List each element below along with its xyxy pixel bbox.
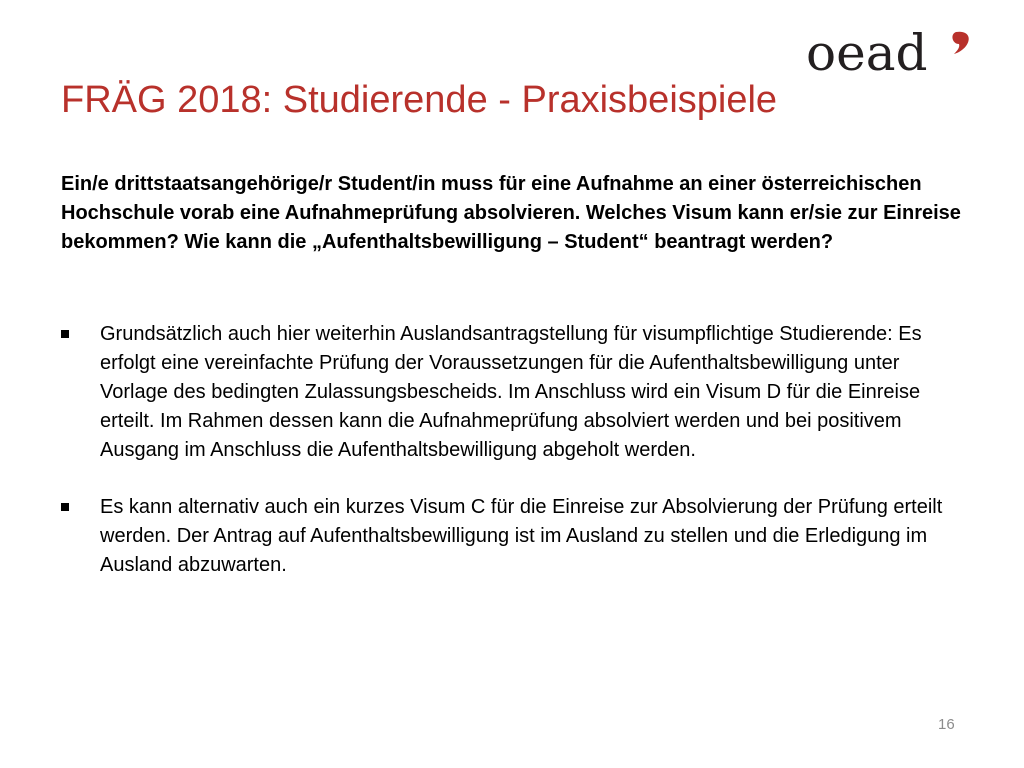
square-bullet-icon — [61, 503, 69, 511]
square-bullet-icon — [61, 330, 69, 338]
oead-logo — [806, 30, 976, 76]
oead-logo-wordmark: oead — [806, 30, 928, 76]
answer-bullet-text: Es kann alternativ auch ein kurzes Visum C für die Einreise zur Absolvierung der Prüfung erteilt werden. Der Antrag auf Aufenthaltsbewilligung ist im Ausland zu stellen und die Erledigung im Ausland abzuwarten. — [100, 496, 943, 576]
question-text: Ein/e drittstaatsangehörige/r Student/in muss für eine Aufnahme an einer österreichischen Hochschule vorab eine Aufnahmeprüfung absolvieren. Welches Visum kann er/sie zur Einreise bekommen? Wie kann die „Aufenthaltsbewilligung – Student“ beantragt werden? — [61, 173, 961, 253]
answer-bullet-text: Grundsätzlich auch hier weiterhin Auslandsantragstellung für visumpflichtige Studierende: Es erfolgt eine vereinfachte Prüfung der Voraussetzungen für die Aufenthaltsbewilligung unter Vorlage des bedingten Zulassungsbescheids. Im Anschluss wird ein Visum D für die Einreise erteilt. Im Rahmen dessen kann die Aufnahmeprüfung absolviert werden und bei positivem Ausgang im Anschluss die Aufenthaltsbewilligung abgeholt werden. — [100, 323, 922, 461]
answer-bullet-1 — [61, 320, 961, 465]
oead-logo-mark — [806, 30, 976, 76]
answer-bullet-list — [61, 320, 961, 608]
oead-logo-apostrophe — [952, 32, 968, 54]
page-number: 16 — [938, 716, 955, 733]
slide-title: FRÄG 2018: Studierende - Praxisbeispiele — [61, 79, 778, 121]
answer-bullet-2 — [61, 493, 961, 580]
